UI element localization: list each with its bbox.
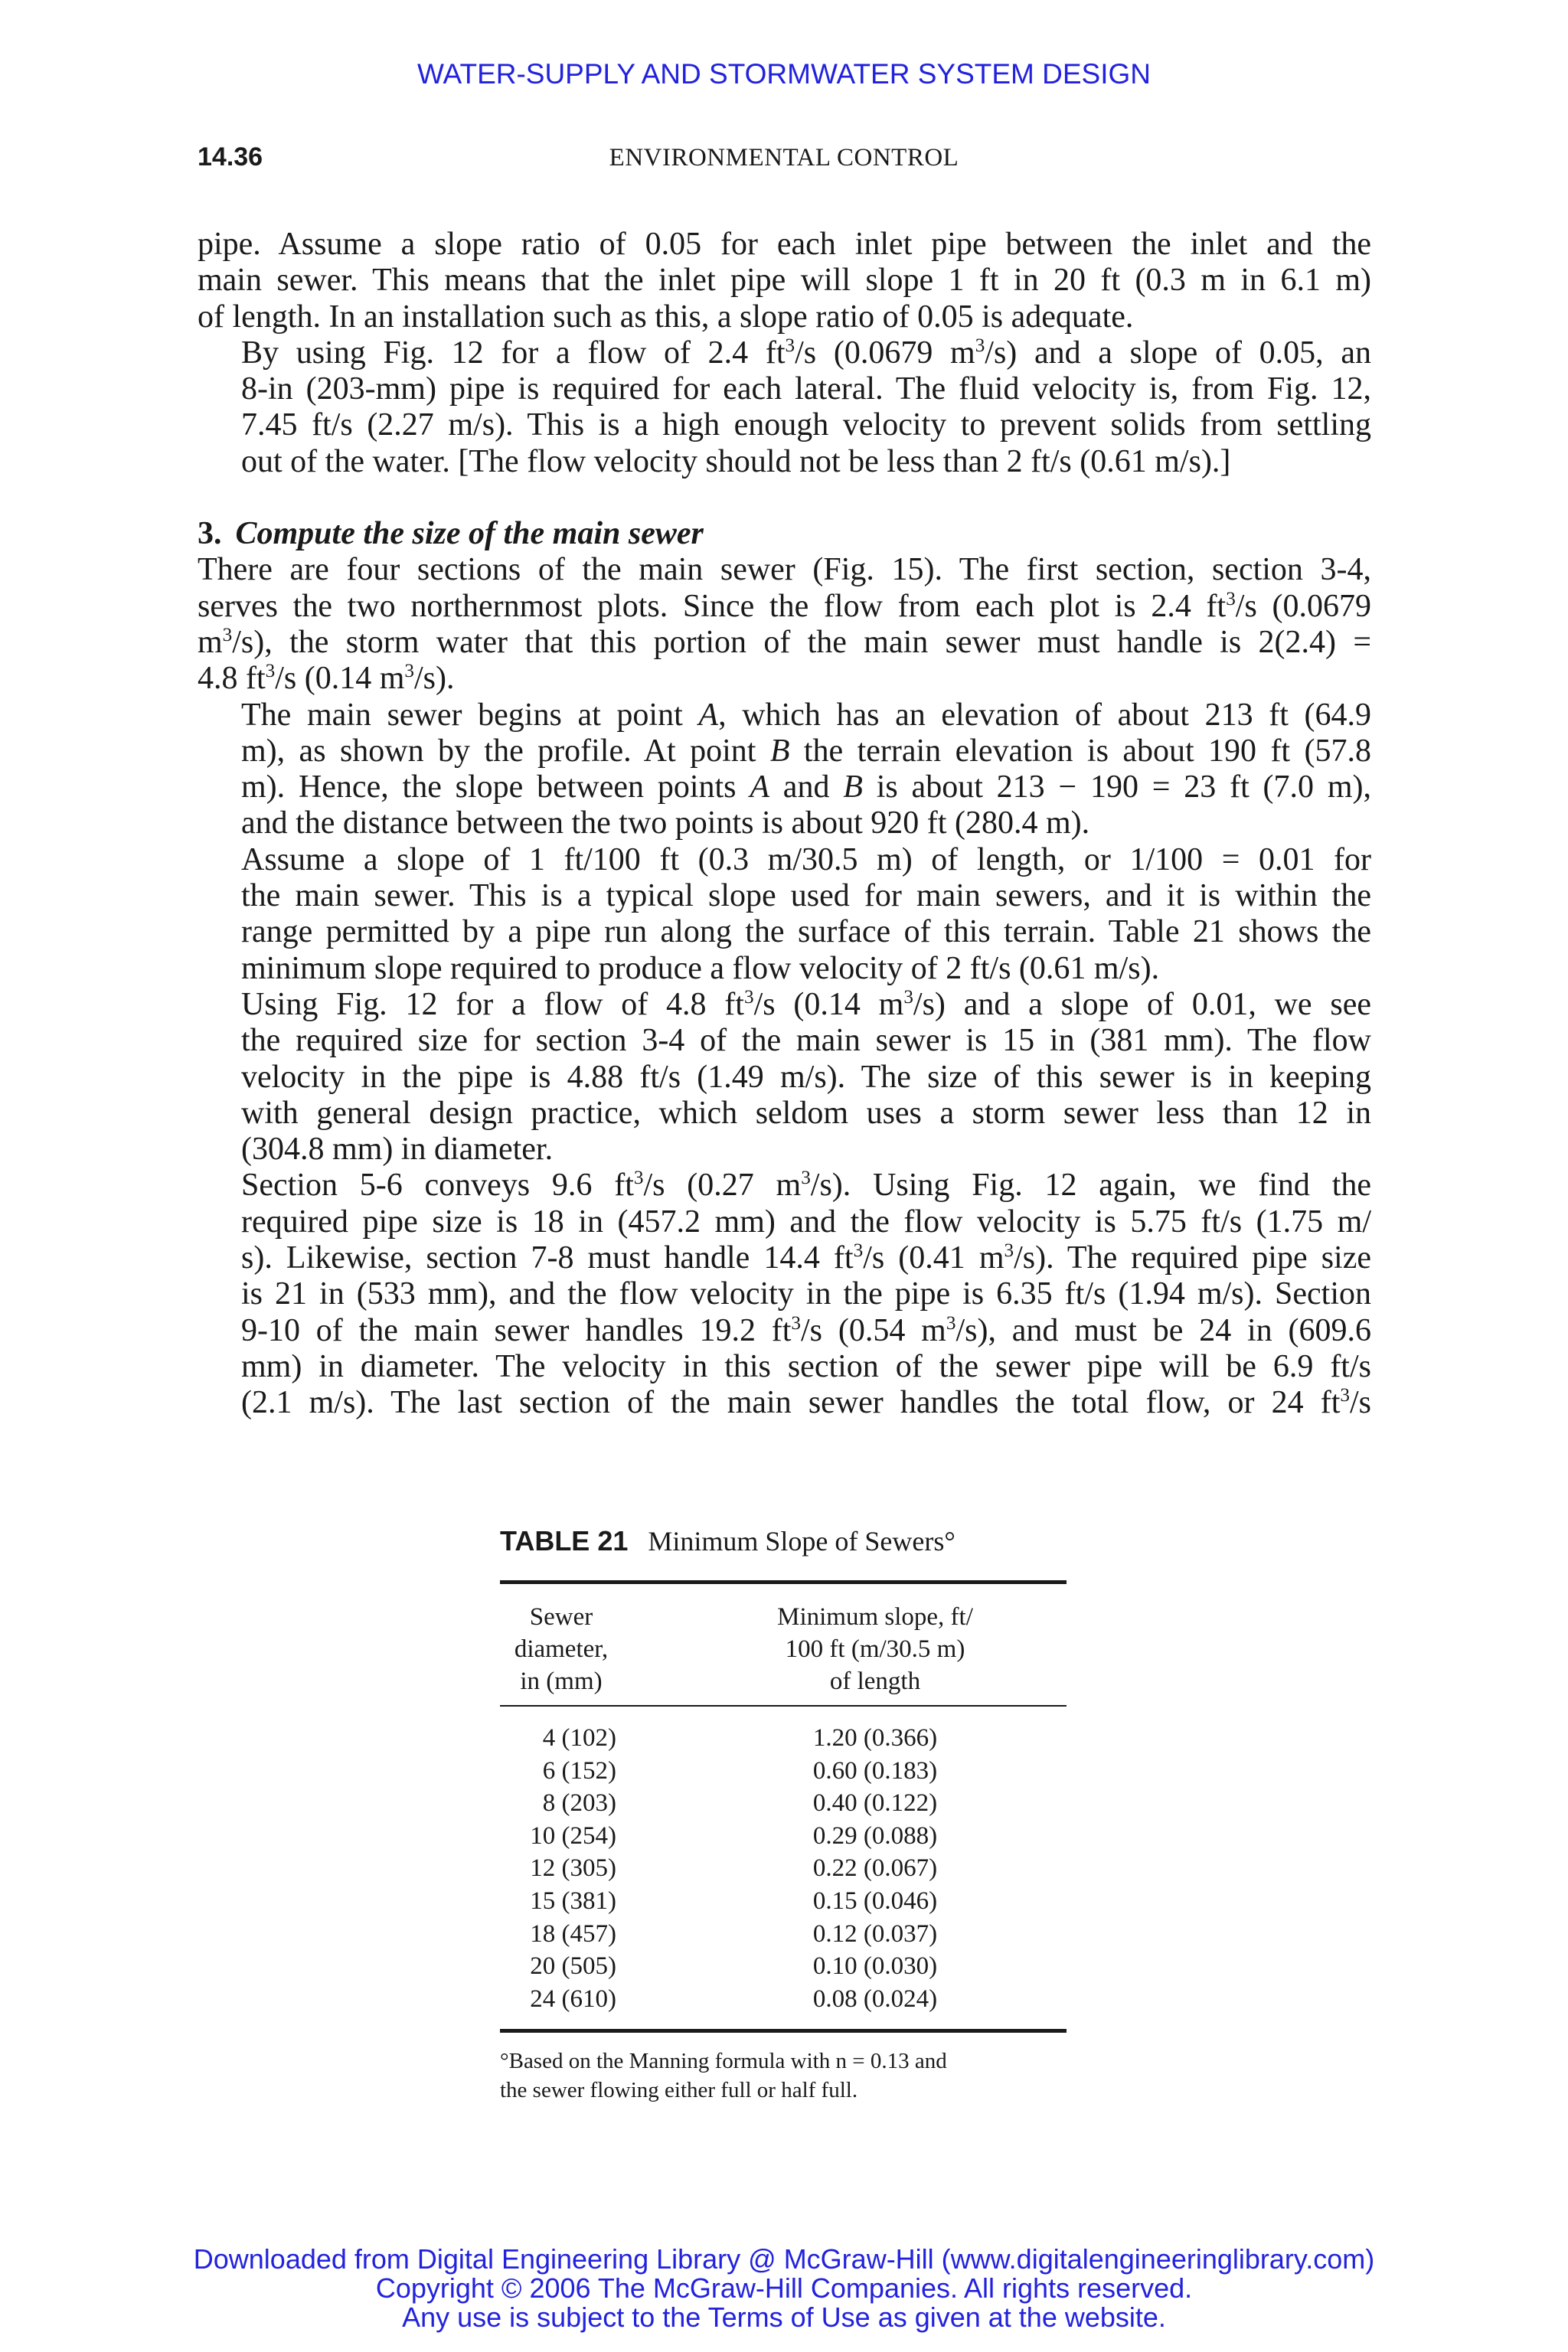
paragraph-elevation: The main sewer begins at point A, which has an elevation of about 213 ft (64.9 m), as shown by the profile. At point B the terrain elevation is about 190 ft (57.8 m). Hence, the slope between points A and B is about 213 − 190 = 23 ft (7.0 m), and the distance between the two points is about 920 ft (280.4 m). <box>241 697 1372 841</box>
footnote-line: °Based on the Manning formula with n = 0.13 and <box>500 2049 947 2074</box>
cell-slope: 0.40 (0.122) <box>812 1789 938 1818</box>
download-footer[interactable] <box>0 2245 1568 2332</box>
table-caption <box>500 1525 956 1557</box>
table-row <box>500 1820 1067 1853</box>
step-heading <box>198 516 1371 552</box>
cell-slope: 0.60 (0.183) <box>812 1756 938 1785</box>
header-text: 100 ft (m/30.5 m) <box>785 1635 965 1663</box>
header-text: Sewer <box>529 1603 593 1631</box>
page-number: 14.36 <box>198 142 263 172</box>
cell-diameter: 18 (457) <box>530 1919 616 1948</box>
top-banner-link[interactable]: WATER-SUPPLY AND STORMWATER SYSTEM DESIGN <box>416 58 1151 90</box>
table-row <box>500 1885 1067 1918</box>
table-row <box>500 1918 1067 1951</box>
body-text <box>198 227 1371 1422</box>
table-row <box>500 1787 1067 1820</box>
table-body <box>500 1707 1067 2029</box>
paragraph-section-3-4: Using Fig. 12 for a flow of 4.8 $ft^3/s$ (0.14 $m^3/s$) and a slope of 0.01, we see the required size for section 3-4 of the main sewer is 15 in (381 mm). The flow velocity in the pipe is 4.88 ft/s (1.49 m/s). The size of this sewer is in keeping with general design practice, which seldom uses a storm sewer less than 12 in (304.8 mm) in diameter. <box>241 986 1371 1168</box>
paragraph-assumed-slope: Assume a slope of 1 ft/100 ft (0.3 m/30.5 m) of length, or 1/100 = 0.01 for the main sewer. This is a typical slope used for main sewers, and it is within the range permitted by a pipe run along the surface of this terrain. Table 21 shows the minimum slope required to produce a flow velocity of 2 ft/s (0.61 m/s). <box>241 841 1371 986</box>
cell-diameter: 20 (505) <box>530 1952 616 1981</box>
cell-diameter: 6 (152) <box>542 1756 616 1785</box>
footnote-line: the sewer flowing either full or half full. <box>500 2078 858 2103</box>
step-number: 3. <box>198 516 222 552</box>
paragraph-inlet-slope: pipe. Assume a slope ratio of 0.05 for each inlet pipe between the inlet and the main sewer. This means that the inlet pipe will slope 1 ft in 20 ft (0.3 m in 6.1 m) of length. In an installation such as this, a slope ratio of 0.05 is adequate. <box>198 227 1371 335</box>
footer-line[interactable]: Copyright © 2006 The McGraw-Hill Companies. All rights reserved. <box>375 2272 1193 2304</box>
footer-line[interactable]: Downloaded from Digital Engineering Library @ McGraw-Hill (www.digitalengineeringlibrary.com) <box>193 2243 1375 2275</box>
cell-slope: 0.10 (0.030) <box>812 1952 938 1981</box>
running-head: ENVIRONMENTAL CONTROL <box>609 144 959 172</box>
paragraph-main-sections: There are four sections of the main sewer (Fig. 15). The first section, section 3-4, serves the two northernmost plots. Since the flow from each plot is 2.4 $ft^3/s$ (0.0679 $m^3/s$), the storm water that this portion of the main sewer must handle is 2(2.4) = 4.8 $ft^3/s$ (0.14 $m^3/s$). <box>198 552 1371 697</box>
cell-slope: 0.12 (0.037) <box>812 1919 938 1948</box>
cell-diameter: 24 (610) <box>530 1984 616 2013</box>
table-label: TABLE 21 <box>500 1525 629 1557</box>
table-title: Minimum Slope of Sewers° <box>648 1526 956 1557</box>
cell-diameter: 8 (203) <box>542 1789 616 1818</box>
table-row <box>500 1983 1067 2016</box>
minimum-slope-table <box>500 1580 1067 2105</box>
cell-slope: 0.22 (0.067) <box>812 1854 938 1883</box>
table-bottom-rule <box>500 2029 1067 2033</box>
header-text: diameter, <box>514 1635 609 1663</box>
header-text: Minimum slope, ft/ <box>777 1603 973 1631</box>
table-footnote <box>500 2047 1067 2105</box>
cell-slope: 0.29 (0.088) <box>812 1821 938 1850</box>
table-row <box>500 1852 1067 1885</box>
cell-diameter: 12 (305) <box>530 1854 616 1883</box>
column-header-slope <box>691 1601 1059 1697</box>
column-header-diameter <box>500 1601 622 1697</box>
cell-diameter: 10 (254) <box>530 1821 616 1850</box>
paragraph-other-sections: Section 5-6 conveys 9.6 $ft^3/s$ (0.27 $m^3/s$). Using Fig. 12 again, we find the required pipe size is 18 in (457.2 mm) and the flow velocity is 5.75 ft/s (1.75 m/ s). Likewise, section 7-8 must handle 14.4 $ft^3/s$ (0.41 $m^3/s$). The required pipe size is 21 in (533 mm), and the flow velocity in the pipe is 6.35 ft/s (1.94 m/s). Section 9-10 of the main sewer handles 19.2 $ft^3/s$ (0.54 $m^3/s$), and must be 24 in (609.6 mm) in diameter. The velocity in this section of the sewer pipe will be 6.9 ft/s (2.1 m/s). The last section of the main sewer handles the total flow, or 24 $ft^3/s$ <box>241 1168 1372 1421</box>
table-row <box>500 1722 1067 1755</box>
header-text: in (mm) <box>520 1668 603 1695</box>
cell-diameter: 15 (381) <box>530 1886 616 1915</box>
footer-line[interactable]: Any use is subject to the Terms of Use as given at the website. <box>402 2301 1166 2333</box>
table-row <box>500 1755 1067 1788</box>
cell-slope: 1.20 (0.366) <box>812 1724 938 1752</box>
table-row <box>500 1950 1067 1983</box>
cell-slope: 0.15 (0.046) <box>812 1886 938 1915</box>
cell-slope: 0.08 (0.024) <box>812 1984 938 2013</box>
header-text: of length <box>829 1668 921 1695</box>
table-header-row <box>500 1584 1067 1705</box>
paragraph-lateral-size: By using Fig. 12 for a flow of 2.4 $ft^3/s$ (0.0679 $m^3/s$) and a slope of 0.05, an 8-in (203-mm) pipe is required for each lateral. The fluid velocity is, from Fig. 12, 7.45 ft/s (2.27 m/s). This is a high enough velocity to prevent solids from settling out of the water. [The flow velocity should not be less than 2 ft/s (0.61 m/s).] <box>241 335 1372 479</box>
step-title: Compute the size of the main sewer <box>235 516 704 552</box>
cell-diameter: 4 (102) <box>542 1724 616 1752</box>
